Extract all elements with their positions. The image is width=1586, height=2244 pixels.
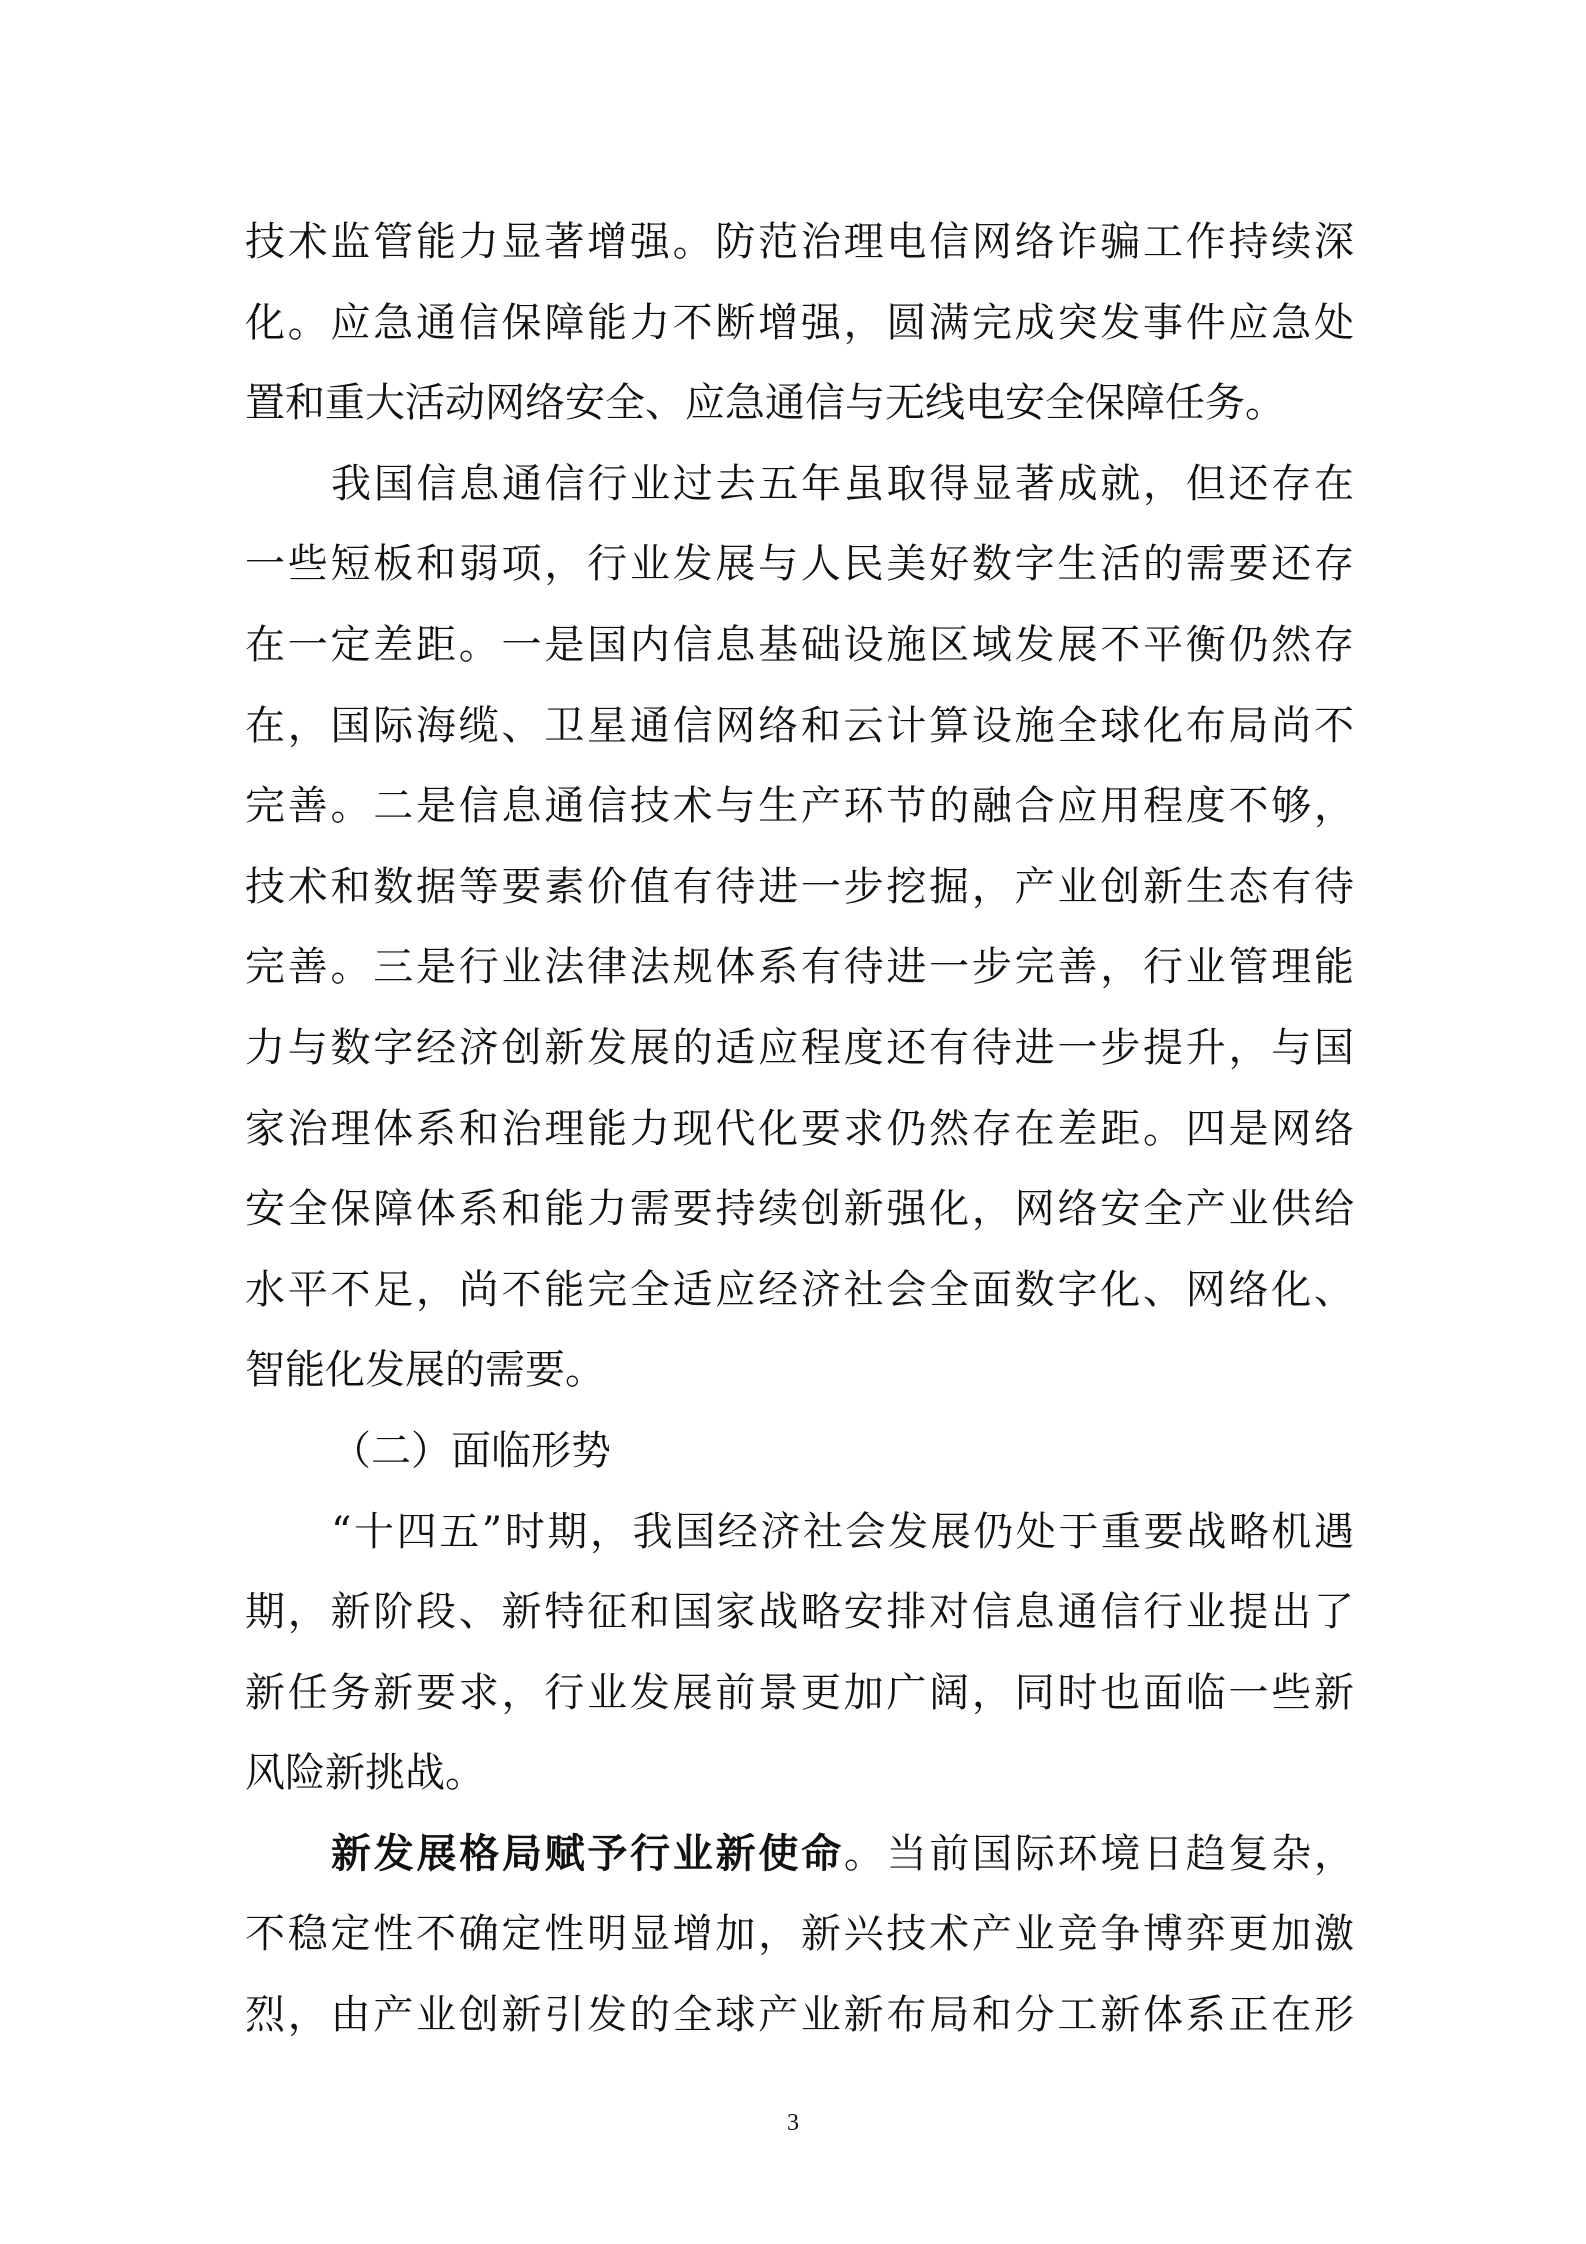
text-line: 在一定差距。一是国内信息基础设施区域发展不平衡仍然存 xyxy=(245,621,1354,668)
document-body xyxy=(245,202,1354,2056)
paragraph xyxy=(245,1814,1354,2056)
text-line xyxy=(245,1814,1354,1895)
text-line: 置和重大活动网络安全、应急通信与无线电安全保障任务。 xyxy=(245,380,1285,427)
text-line: 技术和数据等要素价值有待进一步挖掘，产业创新生态有待 xyxy=(245,863,1354,910)
text-line: 新任务新要求，行业发展前景更加广阔，同时也面临一些新 xyxy=(245,1669,1354,1716)
line-text: 。当前国际环境日趋复杂， xyxy=(843,1830,1355,1877)
text-line: 风险新挑战。 xyxy=(245,1750,485,1797)
text-line: 力与数字经济创新发展的适应程度还有待进一步提升，与国 xyxy=(245,1024,1354,1071)
text-line: （二）面临形势 xyxy=(331,1427,611,1474)
text-line: 家治理体系和治理能力现代化要求仍然存在差距。四是网络 xyxy=(245,1105,1354,1152)
text-line: 烈，由产业创新引发的全球产业新布局和分工新体系正在形 xyxy=(245,1992,1354,2039)
text-line: 技术监管能力显著增强。防范治理电信网络诈骗工作持续深 xyxy=(245,219,1354,265)
section-heading xyxy=(245,1411,1354,1492)
text-line: 水平不足，尚不能完全适应经济社会全面数字化、网络化、 xyxy=(245,1266,1354,1313)
text-line: 一些短板和弱项，行业发展与人民美好数字生活的需要还存 xyxy=(245,541,1354,588)
paragraph xyxy=(245,1492,1354,1814)
paragraph xyxy=(245,202,1354,444)
text-line: 安全保障体系和能力需要持续创新强化，网络安全产业供给 xyxy=(245,1186,1354,1233)
text-line: 在，国际海缆、卫星通信网络和云计算设施全球化布局尚不 xyxy=(245,702,1354,749)
bold-lead-phrase: 新发展格局赋予行业新使命 xyxy=(331,1829,844,1877)
text-line: 化。应急通信保障能力不断增强，圆满完成突发事件应急处 xyxy=(245,299,1354,346)
text-line: 不稳定性不确定性明显增加，新兴技术产业竞争博弈更加激 xyxy=(245,1911,1354,1958)
text-line: 完善。二是信息通信技术与生产环节的融合应用程度不够， xyxy=(245,783,1354,830)
text-line: 完善。三是行业法律法规体系有待进一步完善，行业管理能 xyxy=(245,944,1354,991)
paragraph xyxy=(245,444,1354,1411)
text-line: 期，新阶段、新特征和国家战略安排对信息通信行业提出了 xyxy=(245,1589,1354,1636)
text-line: 智能化发展的需要。 xyxy=(245,1347,605,1394)
text-line: “十四五”时期，我国经济社会发展仍处于重要战略机遇 xyxy=(331,1508,1354,1555)
page-number: 3 xyxy=(787,2110,799,2136)
text-line: 我国信息通信行业过去五年虽取得显著成就，但还存在 xyxy=(331,460,1354,507)
